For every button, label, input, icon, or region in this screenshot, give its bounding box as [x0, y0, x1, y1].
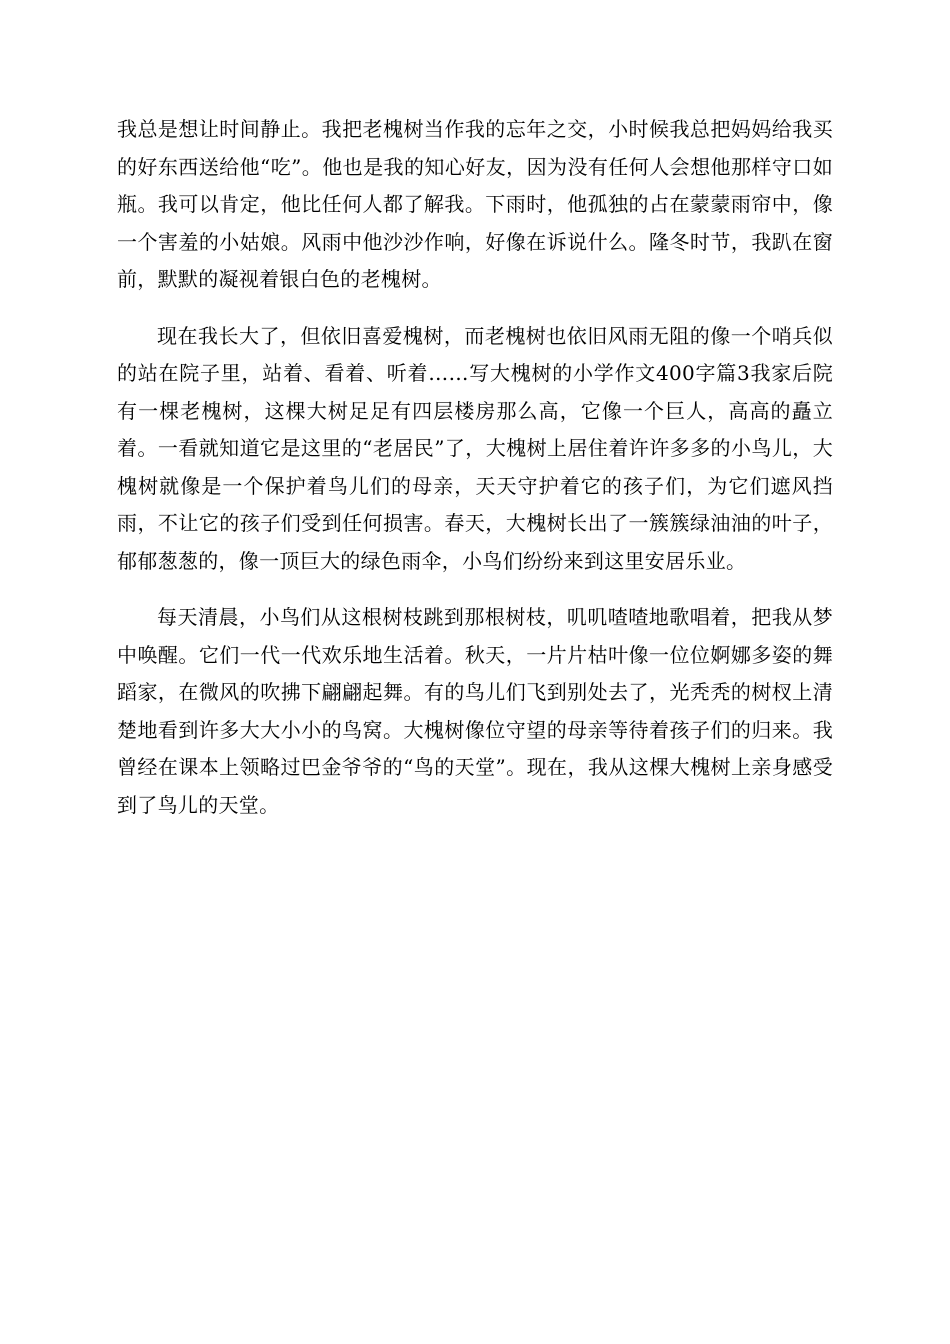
paragraph-3: 每天清晨，小鸟们从这根树枝跳到那根树枝，叽叽喳喳地歌唱着，把我从梦中唤醒。它们一代一代欢乐地生活着。秋天，一片片枯叶像一位位婀娜多姿的舞蹈家，在微风的吹拂下翩翩起舞。有的鸟儿们飞到别处去了，光秃秃的树杈上清楚地看到许多大大小小的鸟窝。大槐树像位守望的母亲等待着孩子们的归来。我曾经在课本上领略过巴金爷爷的“鸟的天堂”。现在，我从这棵大槐树上亲身感受到了鸟儿的天堂。	[117, 605, 833, 817]
document-body	[117, 111, 833, 824]
paragraph-1: 我总是想让时间静止。我把老槐树当作我的忘年之交，小时候我总把妈妈给我买的好东西送给他“吃”。他也是我的知心好友，因为没有任何人会想他那样守口如瓶。我可以肯定，他比任何人都了解我。下雨时，他孤独的占在蒙蒙雨帘中，像一个害羞的小姑娘。风雨中他沙沙作响，好像在诉说什么。隆冬时节，我趴在窗前，默默的凝视着银白色的老槐树。	[117, 117, 833, 291]
paragraph-2: 现在我长大了，但依旧喜爱槐树，而老槐树也依旧风雨无阻的像一个哨兵似的站在院子里，站着、看着、听着……写大槐树的小学作文400字篇3我家后院有一棵老槐树，这棵大树足足有四层楼房那么高，它像一个巨人，高高的矗立着。一看就知道它是这里的“老居民”了，大槐树上居住着许许多多的小鸟儿，大槐树就像是一个保护着鸟儿们的母亲，天天守护着它的孩子们，为它们遮风挡雨，不让它的孩子们受到任何损害。春天，大槐树长出了一簇簇绿油油的叶子，郁郁葱葱的，像一顶巨大的绿色雨伞，小鸟们纷纷来到这里安居乐业。	[117, 323, 833, 573]
